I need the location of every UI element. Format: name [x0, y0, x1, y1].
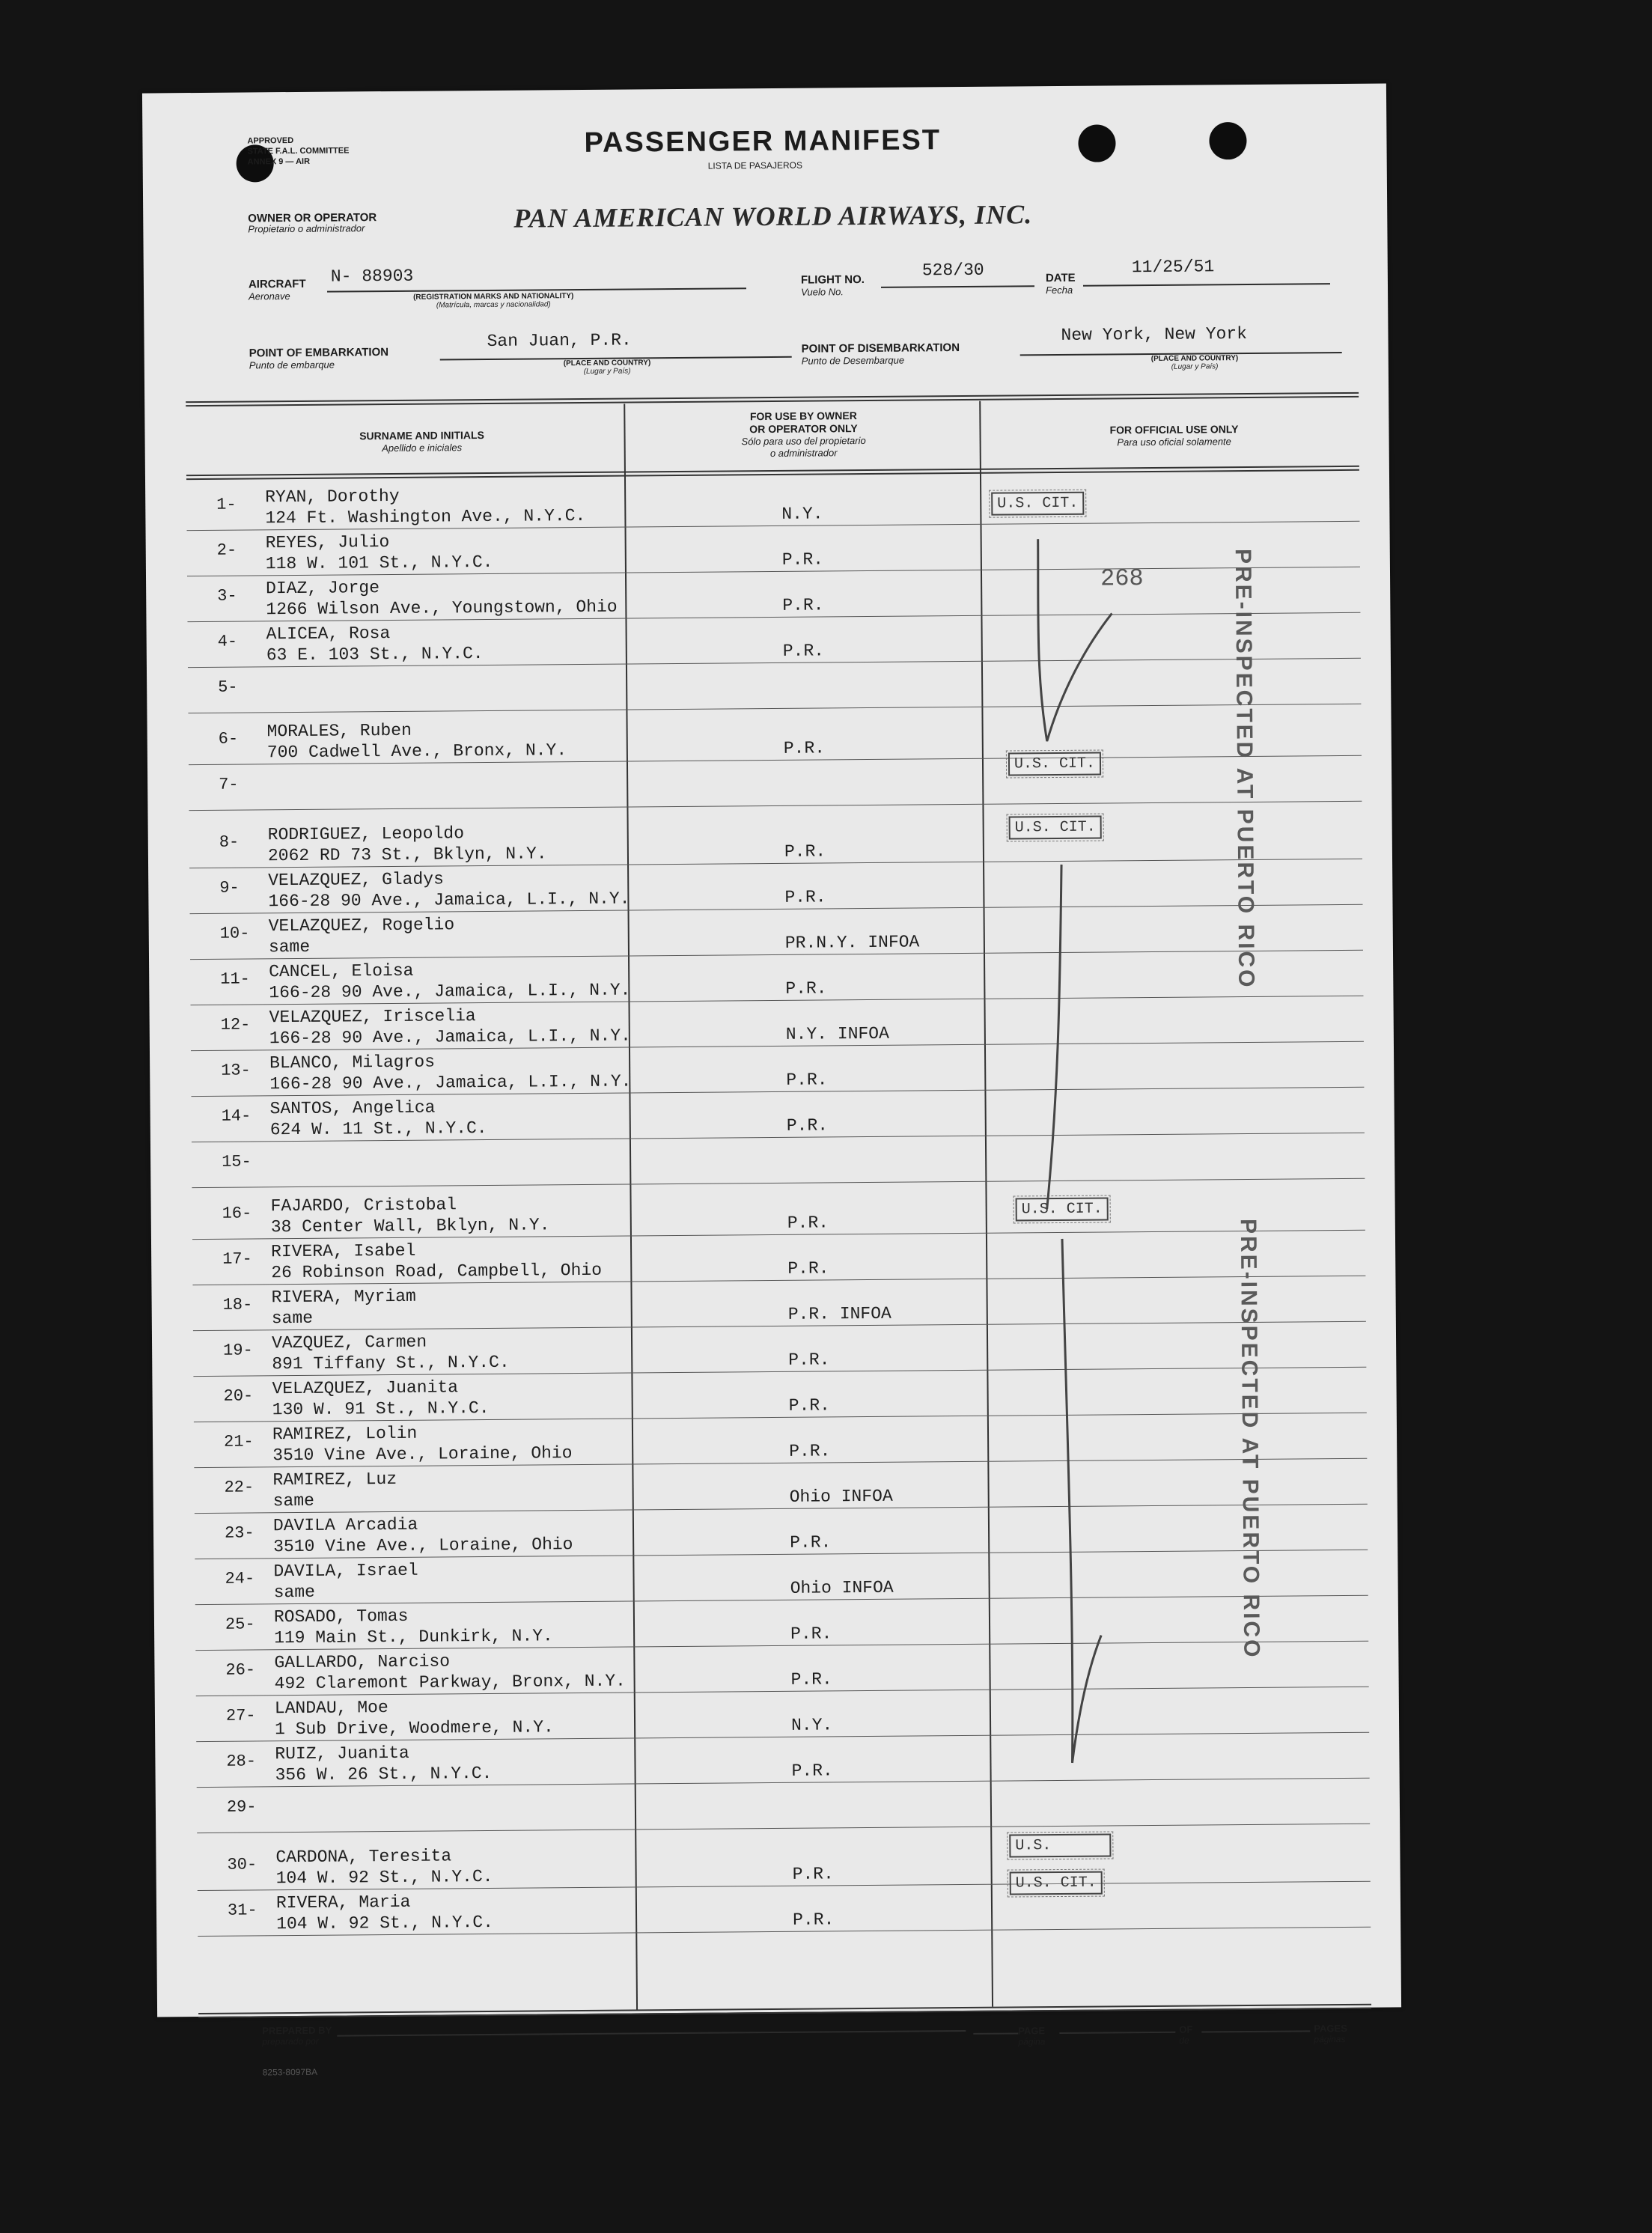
date-label: DATE [1045, 271, 1076, 285]
passenger-address: 166-28 90 Ave., Jamaica, L.I., N.Y. [269, 1026, 632, 1049]
pages-label: PAGES [1314, 2023, 1347, 2035]
row-rule [189, 801, 1362, 811]
row-number: 21- [223, 1432, 254, 1451]
row-number: 15- [222, 1152, 252, 1172]
passenger-name: ALICEA, Rosa [266, 623, 391, 645]
prepared-label: PREPARED BY [262, 2024, 332, 2037]
owner-use-value: P.R. [784, 841, 826, 862]
owner-use-value: P.R. [786, 1070, 828, 1090]
pages-underline [1201, 2030, 1310, 2032]
owner-label: OWNER OR OPERATOR [248, 211, 377, 225]
embark-label-block [249, 346, 389, 371]
passenger-address: 1 Sub Drive, Woodmere, N.Y. [275, 1717, 554, 1740]
embark-label-es: Punto de embarque [249, 359, 335, 371]
owner-use-value: P.R. [789, 1441, 831, 1461]
owner-use-value: N.Y. INFOA [785, 1023, 889, 1044]
row-rule [197, 1824, 1370, 1833]
check-mark [1053, 1231, 1118, 1770]
passenger-name: REYES, Julio [265, 531, 390, 553]
passenger-name: RIVERA, Myriam [271, 1286, 416, 1308]
passenger-address: 700 Cadwell Ave., Bronx, N.Y. [266, 740, 567, 763]
col-header-official-en: FOR OFFICIAL USE ONLY [1109, 423, 1239, 436]
disembark-label-block [802, 341, 960, 367]
aircraft-label-block [249, 278, 306, 302]
check-mark [1035, 856, 1128, 1216]
flight-label-block [801, 273, 865, 298]
row-number: 13- [221, 1061, 251, 1080]
row-number: 9- [219, 878, 240, 898]
passenger-address: 166-28 90 Ave., Jamaica, L.I., N.Y. [269, 1071, 632, 1094]
date-value: 11/25/51 [1131, 257, 1215, 278]
approved-text: APPROVED [247, 135, 294, 146]
row-number: 4- [217, 632, 238, 651]
manifest-page [142, 84, 1401, 2078]
embark-value: San Juan, P.R. [487, 330, 632, 351]
disembark-value: New York, New York [1061, 323, 1248, 345]
disembark-note-es: (Lugar y País) [1171, 362, 1219, 371]
passenger-name: MORALES, Ruben [266, 720, 412, 742]
passenger-name: DAVILA, Israel [273, 1560, 418, 1582]
col-header-surname [253, 428, 590, 456]
of-label: OF [1179, 2023, 1193, 2035]
owner-use-value: P.R. INFOA [787, 1303, 891, 1324]
header-double-rule [186, 392, 1359, 406]
date-underline [1083, 283, 1330, 287]
disembark-label: POINT OF DISEMBARKATION [801, 341, 960, 356]
aircraft-note: (REGISTRATION MARKS AND NATIONALITY) [413, 292, 574, 302]
owner-use-value: Ohio INFOA [789, 1486, 893, 1507]
passenger-name: BLANCO, Milagros [269, 1052, 436, 1073]
passenger-address: 3510 Vine Ave., Loraine, Ohio [273, 1535, 573, 1557]
owner-use-value: P.R. [788, 1350, 830, 1370]
passenger-name: RAMIREZ, Luz [272, 1469, 397, 1490]
passenger-name: RIVERA, Isabel [270, 1240, 416, 1262]
embark-label: POINT OF EMBARKATION [249, 345, 389, 360]
aircraft-label: AIRCRAFT [248, 277, 306, 291]
owner-value: PAN AMERICAN WORLD AIRWAYS, INC. [513, 199, 1033, 234]
passenger-address: 130 W. 91 St., N.Y.C. [272, 1398, 490, 1420]
col-header-owner-es-2: o administrador [769, 447, 838, 459]
passenger-name: DAVILA Arcadia [272, 1514, 418, 1536]
passenger-address: 166-28 90 Ave., Jamaica, L.I., N.Y. [268, 889, 630, 912]
passenger-name: ROSADO, Tomas [273, 1606, 409, 1627]
row-number: 28- [226, 1752, 257, 1771]
passenger-address: same [271, 1308, 314, 1329]
embark-note-es: (Lugar y País) [583, 367, 631, 376]
passenger-address: 891 Tiffany St., N.Y.C. [272, 1352, 510, 1374]
check-mark [1028, 523, 1120, 749]
col-header-owner-es-1: Sólo para uso del propietario [741, 434, 866, 448]
flight-label-es: Vuelo No. [800, 286, 844, 298]
page-label-es: página [1018, 2036, 1046, 2047]
row-number: 3- [217, 586, 237, 606]
passenger-address: 119 Main St., Dunkirk, N.Y. [274, 1626, 553, 1648]
us-citizen-stamp: U.S. CIT. [1016, 1197, 1109, 1221]
row-number: 31- [227, 1901, 257, 1920]
passenger-name: RIVERA, Maria [275, 1892, 411, 1913]
row-number: 11- [220, 969, 250, 989]
footer-double-rule [198, 2004, 1371, 2018]
owner-use-value: P.R. [784, 887, 826, 907]
row-number: 17- [222, 1249, 252, 1269]
owner-use-value: P.R. [791, 1761, 833, 1781]
passenger-address: same [273, 1582, 315, 1603]
passenger-name: SANTOS, Angelica [269, 1097, 436, 1119]
flight-value: 528/30 [921, 260, 984, 281]
passenger-name: RODRIGUEZ, Leopoldo [267, 823, 465, 845]
disembark-note-block [1151, 354, 1239, 371]
row-number: 2- [216, 540, 237, 560]
col-header-owner-en-1: FOR USE BY OWNER [749, 409, 857, 423]
passenger-address: 104 W. 92 St., N.Y.C. [275, 1866, 493, 1889]
passenger-address: 356 W. 26 St., N.Y.C. [275, 1763, 493, 1785]
passenger-address: 63 E. 103 St., N.Y.C. [266, 644, 484, 665]
aircraft-note-block [413, 292, 573, 310]
passenger-name: CANCEL, Eloisa [269, 960, 414, 982]
passenger-name: VELAZQUEZ, Rogelio [268, 915, 455, 936]
passenger-address: 624 W. 11 St., N.Y.C. [269, 1118, 487, 1140]
passenger-address: 38 Center Wall, Bklyn, N.Y. [270, 1215, 550, 1237]
approved-stamp [247, 135, 349, 167]
pre-inspected-stamp: PRE-INSPECTED AT PUERTO RICO [1230, 548, 1259, 990]
pages-block [1314, 2023, 1347, 2044]
passenger-address: 492 Claremont Parkway, Bronx, N.Y. [274, 1671, 626, 1694]
passenger-row [156, 1884, 1400, 1940]
row-number: 24- [225, 1569, 255, 1588]
prepared-by-block [262, 2025, 332, 2047]
passenger-address: 26 Robinson Road, Campbell, Ohio [271, 1260, 603, 1283]
embark-note-block [564, 359, 651, 376]
row-rule [192, 1178, 1365, 1188]
approved-committee: STATE F.A.L. COMMITTEE [247, 146, 350, 156]
approved-annex: ANNEX 9 — AIR [247, 156, 311, 167]
of-underline [1059, 2032, 1175, 2034]
owner-use-value: P.R. [790, 1624, 832, 1644]
row-rule [188, 704, 1361, 713]
flight-underline [881, 285, 1034, 288]
owner-use-value: P.R. [783, 738, 826, 758]
form-code: 8253-8097BA [262, 2066, 318, 2078]
row-number: 1- [216, 495, 237, 514]
us-citizen-stamp: U.S. CIT. [1010, 1871, 1103, 1895]
row-number: 7- [219, 775, 239, 794]
aircraft-value: N- 88903 [330, 266, 414, 287]
us-citizen-stamp-partial: U.S. [1009, 1833, 1111, 1857]
owner-use-value: Ohio INFOA [790, 1577, 894, 1598]
owner-use-value: P.R. [787, 1213, 829, 1233]
row-number: 22- [224, 1478, 254, 1497]
col-header-official [994, 422, 1353, 450]
passenger-address: 118 W. 101 St., N.Y.C. [265, 552, 493, 574]
row-number: 16- [222, 1204, 252, 1223]
passenger-address: 1266 Wilson Ave., Youngstown, Ohio [266, 597, 618, 620]
passenger-row [147, 758, 1392, 814]
row-number: 6- [218, 729, 239, 749]
date-label-es: Fecha [1045, 284, 1073, 296]
count-note: 268 [1100, 564, 1144, 593]
prepared-underline [337, 2030, 966, 2037]
owner-use-value: P.R. [785, 978, 827, 999]
of-label-es: de [1179, 2035, 1189, 2046]
passenger-address: 166-28 90 Ave., Jamaica, L.I., N.Y. [269, 980, 631, 1003]
passenger-address: 3510 Vine Ave., Loraine, Ohio [272, 1443, 573, 1466]
pages-label-es: páginas [1314, 2034, 1346, 2045]
us-citizen-stamp: U.S. CIT. [1008, 752, 1101, 776]
passenger-address: 104 W. 92 St., N.Y.C. [276, 1912, 494, 1934]
passenger-address: same [272, 1490, 315, 1511]
punch-hole [1078, 124, 1115, 162]
col-header-owner-en-2: OR OPERATOR ONLY [749, 422, 858, 436]
passenger-name: DIAZ, Jorge [266, 578, 380, 599]
owner-use-value: P.R. [790, 1669, 832, 1690]
row-number: 27- [225, 1706, 256, 1725]
row-number: 20- [223, 1386, 254, 1406]
page-label: PAGE [1018, 2025, 1046, 2037]
row-number: 10- [219, 924, 250, 943]
row-number: 19- [223, 1341, 253, 1360]
passenger-row [150, 1136, 1395, 1191]
passenger-name: RUIZ, Juanita [275, 1743, 409, 1764]
row-number: 14- [221, 1106, 252, 1126]
row-number: 30- [227, 1855, 257, 1874]
pre-inspected-stamp: PRE-INSPECTED AT PUERTO RICO [1235, 1218, 1264, 1660]
passenger-name: CARDONA, Teresita [275, 1846, 452, 1868]
passenger-address: same [268, 936, 311, 957]
page-block [1018, 2025, 1045, 2047]
row-number: 25- [225, 1615, 255, 1634]
passenger-name: LANDAU, Moe [274, 1698, 388, 1719]
passenger-name: GALLARDO, Narciso [274, 1651, 451, 1673]
passenger-name: VELAZQUEZ, Iriscelia [269, 1006, 476, 1028]
us-citizen-stamp: U.S. CIT. [991, 492, 1084, 516]
owner-use-value: P.R. [790, 1532, 832, 1553]
passenger-name: RAMIREZ, Lolin [272, 1423, 418, 1445]
disembark-note: (PLACE AND COUNTRY) [1150, 354, 1239, 363]
aircraft-note-es: (Matrícula, marcas y nacionalidad) [436, 300, 551, 310]
owner-use-value: P.R. [781, 549, 824, 570]
row-number: 8- [219, 832, 240, 852]
row-number: 26- [225, 1660, 256, 1680]
punch-hole [1209, 122, 1246, 159]
col-header-surname-en: SURNAME AND INITIALS [359, 428, 484, 442]
owner-use-value: PR.N.Y. INFOA [784, 932, 920, 953]
column-header-double-rule [186, 466, 1359, 480]
owner-label-es: Propietario o administrador [248, 222, 365, 235]
owner-use-value: P.R. [782, 641, 825, 661]
passenger-row [147, 661, 1391, 716]
owner-use-value: N.Y. [781, 504, 823, 524]
passenger-name: VAZQUEZ, Carmen [271, 1332, 427, 1353]
disembark-label-es: Punto de Desembarque [801, 354, 905, 367]
row-number: 29- [226, 1797, 257, 1817]
col-header-surname-es: Apellido e iniciales [382, 442, 463, 454]
row-number: 23- [224, 1523, 254, 1543]
owner-label-block [248, 211, 377, 234]
passenger-address: 124 Ft. Washington Ave., N.Y.C. [265, 505, 586, 528]
col-header-official-es: Para uso oficial solamente [1117, 436, 1231, 448]
of-block [1179, 2024, 1192, 2046]
row-number: 18- [222, 1295, 253, 1314]
passenger-name: RYAN, Dorothy [265, 486, 400, 508]
owner-use-value: N.Y. [790, 1715, 833, 1735]
date-label-block [1046, 272, 1076, 296]
owner-use-value: P.R. [782, 595, 824, 615]
page-title: PASSENGER MANIFEST [584, 124, 942, 159]
passenger-name: VELAZQUEZ, Gladys [268, 869, 444, 891]
passenger-name: FAJARDO, Cristobal [270, 1195, 457, 1216]
owner-use-value: P.R. [793, 1910, 835, 1930]
owner-use-value: P.R. [787, 1258, 829, 1279]
aircraft-label-es: Aeronave [249, 290, 290, 302]
row-number: 12- [220, 1015, 251, 1035]
embark-note: (PLACE AND COUNTRY) [563, 359, 651, 368]
page-underline [973, 2032, 1018, 2034]
page-subtitle: LISTA DE PASAJEROS [707, 159, 803, 171]
col-header-owner [638, 409, 969, 460]
passenger-name: VELAZQUEZ, Juanita [272, 1377, 459, 1399]
row-number: 5- [218, 677, 238, 697]
passenger-address: 2062 RD 73 St., Bklyn, N.Y. [267, 844, 547, 866]
owner-use-value: P.R. [788, 1395, 831, 1416]
passenger-row [156, 1781, 1400, 1836]
owner-use-value: P.R. [792, 1864, 834, 1884]
owner-use-value: P.R. [786, 1115, 829, 1136]
us-citizen-stamp: U.S. CIT. [1009, 816, 1102, 840]
prepared-label-es: preparado por [262, 2035, 319, 2047]
flight-label: FLIGHT NO. [800, 272, 865, 287]
